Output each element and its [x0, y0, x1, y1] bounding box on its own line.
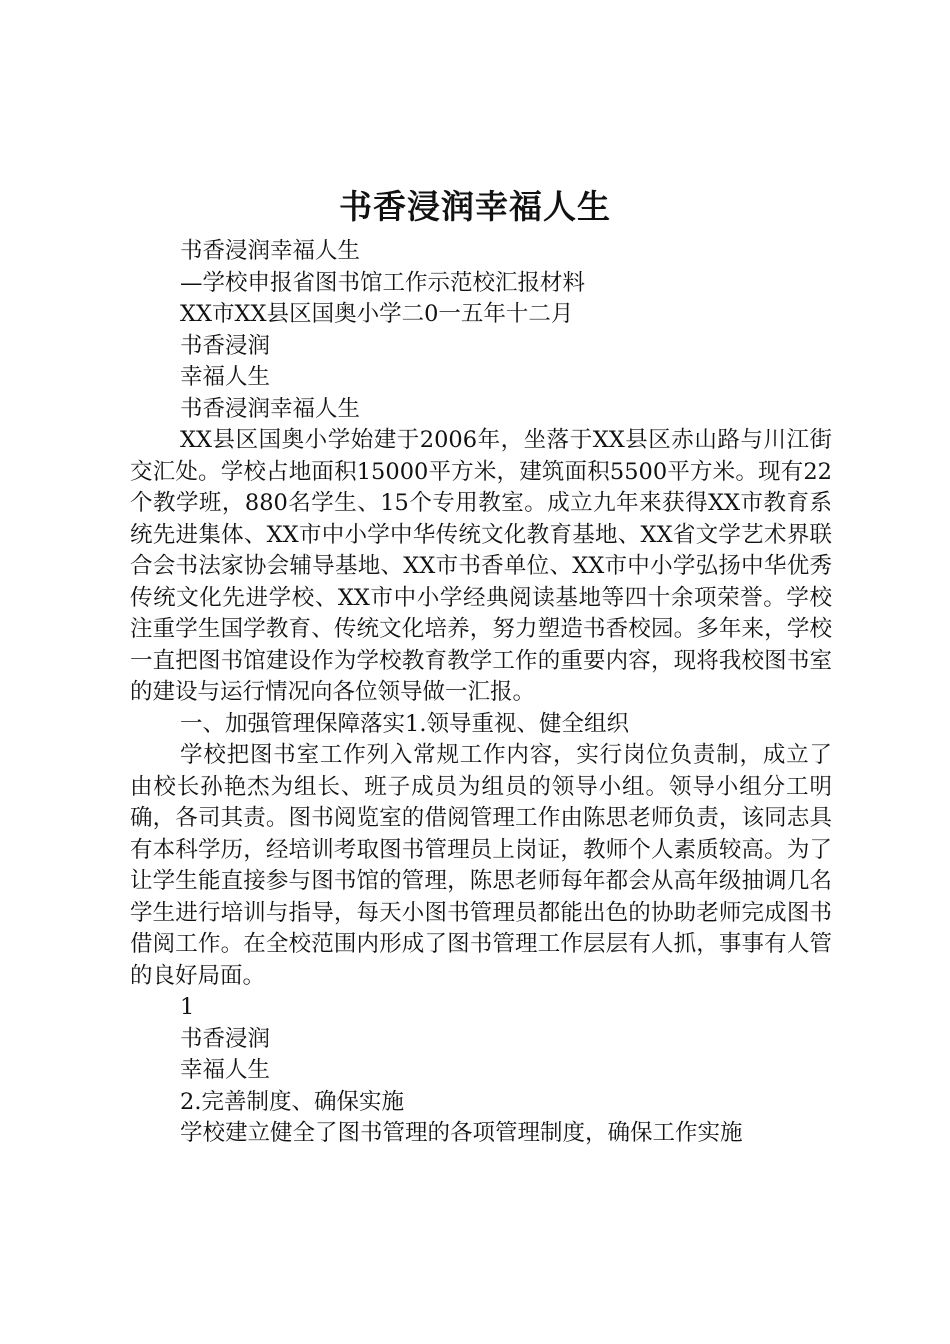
page-header-a: 书香浸润 [180, 1025, 271, 1052]
intro-paragraph: XX县区国奥小学始建于2006年，坐落于XX县区赤山路与川江街交汇处。学校占地面积15000平方米，建筑面积5500平方米。现有22个教学班，880名学生、15个专用教室。成立九年来获得XX市教育系统先进集体、XX市中小学中华传统文化教育基地、XX省文学艺术界联合会书法家协会辅导基地、XX市书香单位、XX市中小学弘扬中华优秀传统文化先进学校、XX市中小学经典阅读基地等四十余项荣誉。学校注重学生国学教育、传统文化培养，努力塑造书香校园。多年来，学校一直把图书馆建设作为学校教育教学工作的重要内容，现将我校图书室的建设与运行情况向各位领导做一汇报。 [130, 427, 832, 705]
section-heading-2: 2.完善制度、确保实施 [180, 1088, 404, 1115]
running-header-b: 幸福人生 [180, 364, 271, 390]
page-header-b: 幸福人生 [180, 1057, 271, 1083]
organization-paragraph: 学校把图书室工作列入常规工作内容，实行岗位负责制，成立了由校长孙艳杰为组长、班子成员为组员的领导小组。领导小组分工明确，各司其责。图书阅览室的借阅管理工作由陈思老师负责，该同志具有本科学历，经培训考取图书管理员上岗证，教师个人素质较高。为了让学生能直接参与图书馆的管理，陈思老师每年都会从高年级抽调几名学生进行培训与指导，每天小图书管理员都能出色的协助老师完成图书借阅工作。在全校范围内形成了图书管理工作层层有人抓，事事有人管的良好局面。 [130, 742, 832, 989]
rules-paragraph: 学校建立健全了图书管理的各项管理制度，确保工作实施 [180, 1120, 743, 1146]
cover-school-date-line: XX市XX县区国奥小学二0一五年十二月 [180, 301, 574, 327]
page-number: 1 [180, 994, 195, 1020]
section-title-line: 书香浸润幸福人生 [180, 395, 361, 422]
cover-title-line: 书香浸润幸福人生 [180, 238, 361, 264]
section-heading-1: 一、加强管理保障落实1.领导重视、健全组织 [180, 710, 629, 737]
running-header-a: 书香浸润 [180, 332, 271, 359]
document-title: 书香浸润幸福人生 [339, 187, 611, 226]
cover-subtitle-line: —学校申报省图书馆工作示范校汇报材料 [180, 269, 586, 296]
document-body [130, 236, 832, 1150]
